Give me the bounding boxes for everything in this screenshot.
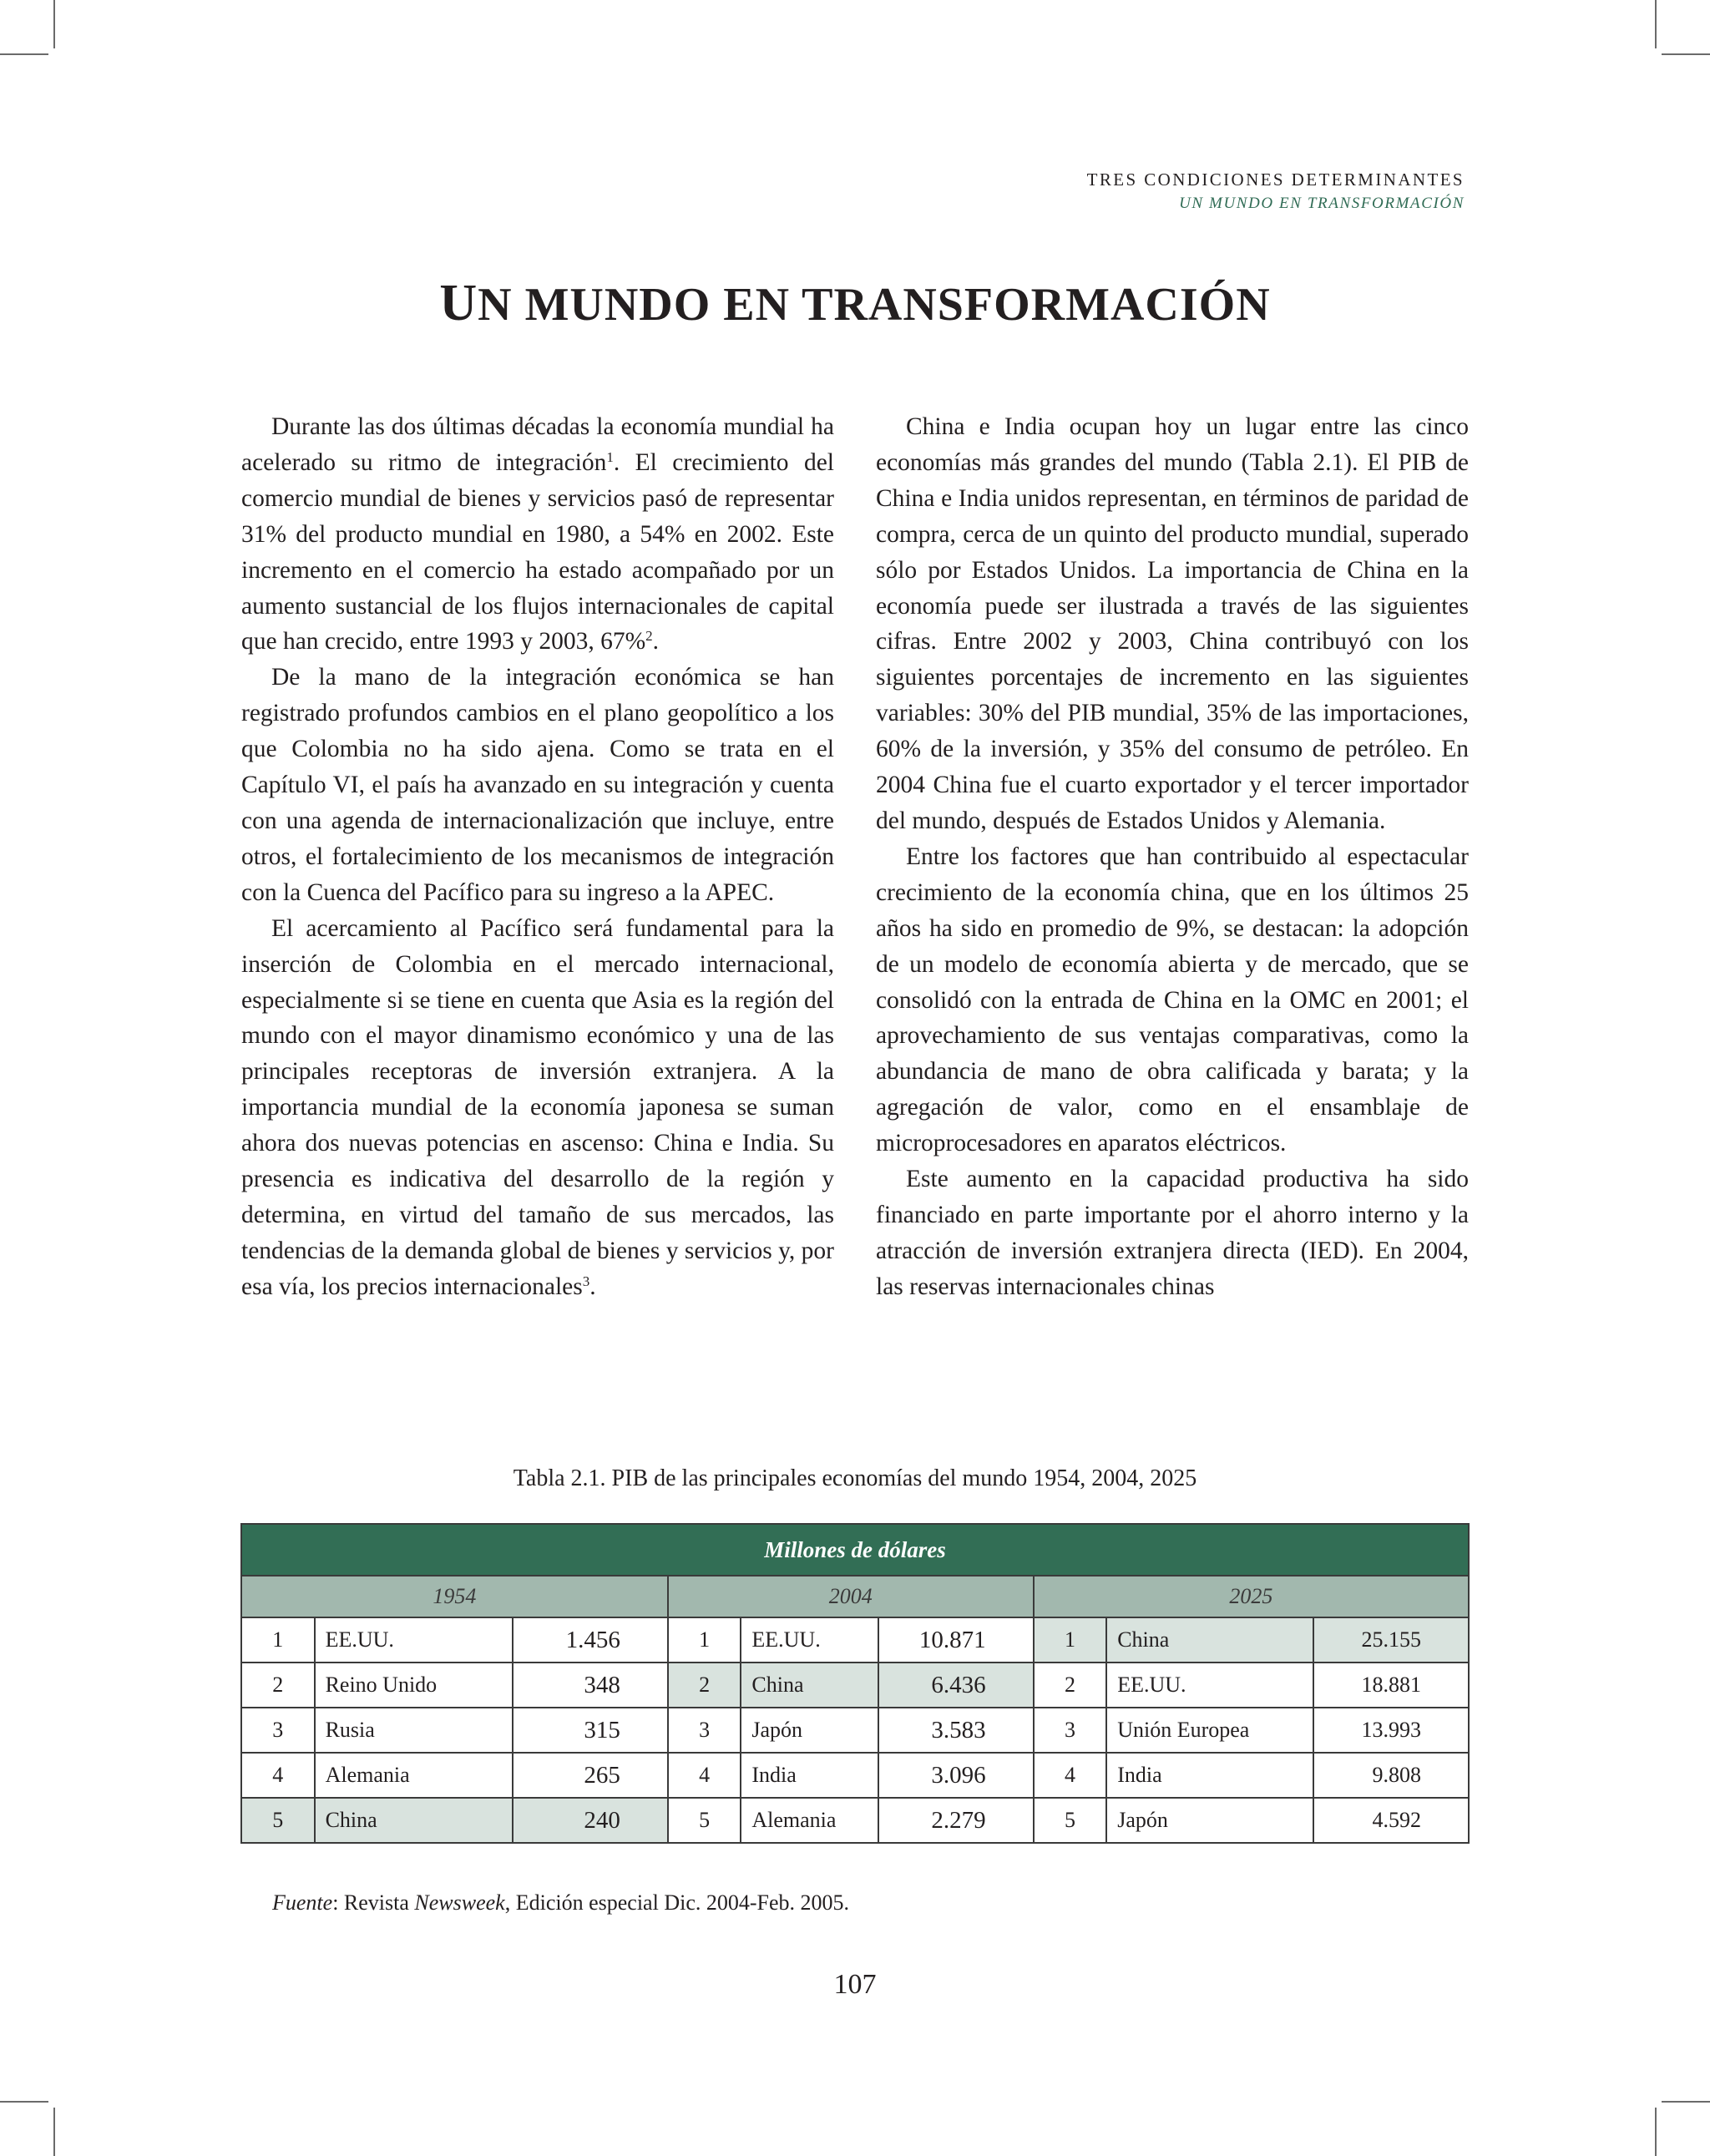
table-row: [241, 1753, 1469, 1798]
country-cell: China: [1106, 1617, 1313, 1663]
page-number: 107: [833, 1969, 877, 2000]
text-run: . El crecimiento del comercio mundial de bienes y servicios pasó de representar 31% del producto mundial en 1980, a 54% en 2002. Este incremento en el comercio ha estado acompañado por un aumento sustancial de los flujos internacionales de capital que han crecido, entre 1993 y 2003, 67%: [241, 448, 834, 655]
crop-mark: [1662, 2101, 1710, 2103]
rank-cell: 2: [241, 1663, 315, 1708]
country-cell: EE.UU.: [741, 1617, 878, 1663]
rank-cell: 1: [668, 1617, 741, 1663]
country-cell: Japón: [1106, 1798, 1313, 1843]
year-header: 1954: [241, 1576, 668, 1617]
value-cell: 6.436: [878, 1663, 1034, 1708]
rank-cell: 1: [1034, 1617, 1107, 1663]
rank-cell: 4: [1034, 1753, 1107, 1798]
rank-cell: 3: [668, 1708, 741, 1753]
text-run: , Edición especial Dic. 2004-Feb. 2005.: [504, 1890, 850, 1915]
paragraph: De la mano de la integración económica se han registrado profundos cambios en el plano geopolítico a los que Colombia no ha sido ajena. Como se trata en el Capítulo VI, el país ha avanzado en su integración y cuenta con una agenda de internacionalización que incluye, entre otros, el fortalecimiento de los mecanismos de integración con la Cuenca del Pacífico para su ingreso a la APEC.: [241, 664, 834, 906]
footnote-ref: 1: [606, 448, 614, 465]
page-title: [0, 274, 1710, 333]
country-cell: India: [1106, 1753, 1313, 1798]
text-run: .: [589, 1273, 596, 1300]
table-row: [241, 1617, 1469, 1663]
value-cell: 18.881: [1313, 1663, 1469, 1708]
value-cell: 348: [513, 1663, 668, 1708]
rank-cell: 5: [668, 1798, 741, 1843]
paragraph: [241, 409, 834, 660]
value-cell: 315: [513, 1708, 668, 1753]
value-cell: 3.583: [878, 1708, 1034, 1753]
country-cell: Alemania: [741, 1798, 878, 1843]
country-cell: Alemania: [315, 1753, 514, 1798]
footnote-ref: 2: [645, 628, 653, 645]
footnote-ref: 3: [582, 1273, 590, 1289]
table-caption: Tabla 2.1. PIB de las principales economías del mundo 1954, 2004, 2025: [513, 1465, 1197, 1491]
text-run: .: [652, 628, 660, 655]
country-cell: Rusia: [315, 1708, 514, 1753]
rank-cell: 1: [241, 1617, 315, 1663]
title-rest: N MUNDO EN TRANSFORMACIÓN: [478, 279, 1271, 331]
country-cell: Japón: [741, 1708, 878, 1753]
rank-cell: 4: [241, 1753, 315, 1798]
value-cell: 9.808: [1313, 1753, 1469, 1798]
rank-cell: 3: [1034, 1708, 1107, 1753]
rank-cell: 5: [1034, 1798, 1107, 1843]
country-cell: Reino Unido: [315, 1663, 514, 1708]
rank-cell: 2: [668, 1663, 741, 1708]
value-cell: 265: [513, 1753, 668, 1798]
paragraph: Este aumento en la capacidad productiva ha sido financiado en parte importante por el ahorro interno y la atracción de inversión extranjera directa (IED). En 2004, las reservas internacionales chinas: [876, 1166, 1469, 1300]
country-cell: EE.UU.: [1106, 1663, 1313, 1708]
text-run: Durante las dos últimas décadas la economía mundial ha acelerado su ritmo de integración: [241, 413, 834, 476]
crop-mark: [1655, 2108, 1657, 2156]
country-cell: India: [741, 1753, 878, 1798]
value-cell: 240: [513, 1798, 668, 1843]
table-row: [241, 1708, 1469, 1753]
table-source: [272, 1889, 849, 1917]
paragraph: Entre los factores que han contribuido al espectacular crecimiento de la economía china, que en los últimos 25 años ha sido en promedio de 9%, se destacan: la adopción de un modelo de economía abierta y de mercado, que se consolidó con la entrada de China en la OMC en 2001; el aprovechamiento de sus ventajas comparativas, como la abundancia de mano de obra calificada y barata; y la agregación de valor, como en el ensamblaje de microprocesadores en aparatos eléctricos.: [876, 843, 1469, 1157]
right-column: [876, 409, 1469, 1305]
year-header: 2025: [1034, 1576, 1469, 1617]
value-cell: 3.096: [878, 1753, 1034, 1798]
country-cell: China: [315, 1798, 514, 1843]
source-publication: Newsweek: [414, 1890, 505, 1915]
value-cell: 2.279: [878, 1798, 1034, 1843]
country-cell: EE.UU.: [315, 1617, 514, 1663]
running-head-subsection: UN MUNDO EN TRANSFORMACIÓN: [1179, 195, 1465, 212]
crop-mark: [53, 0, 55, 48]
value-cell: 4.592: [1313, 1798, 1469, 1843]
running-head: [1087, 167, 1465, 215]
running-head-section: TRES CONDICIONES DETERMINANTES: [1086, 170, 1465, 190]
crop-mark: [0, 53, 48, 55]
table-unit-header: Millones de dólares: [241, 1524, 1469, 1576]
paragraph: [241, 911, 834, 1305]
rank-cell: 5: [241, 1798, 315, 1843]
crop-mark: [1655, 0, 1657, 48]
title-initial: U: [439, 275, 478, 331]
text-run: El acercamiento al Pacífico será fundamental para la inserción de Colombia en el mercado internacional, especialmente si se tiene en cuenta que Asia es la región del mundo con el mayor dinamismo económico y una de las principales receptoras de inversión extranjera. A la importancia mundial de la economía japonesa se suman ahora dos nuevas potencias en ascenso: China e India. Su presencia es indicativa del desarrollo de la región y determina, en virtud del tamaño de sus mercados, las tendencias de la demanda global de bienes y servicios y, por esa vía, los precios internacionales: [241, 914, 834, 1300]
table-year-row: [241, 1576, 1469, 1617]
value-cell: 13.993: [1313, 1708, 1469, 1753]
value-cell: 10.871: [878, 1617, 1034, 1663]
country-cell: Unión Europea: [1106, 1708, 1313, 1753]
text-run: : Revista: [332, 1890, 415, 1915]
table-row: [241, 1798, 1469, 1843]
crop-mark: [0, 2101, 48, 2103]
gdp-table: [240, 1523, 1470, 1844]
table-row: [241, 1663, 1469, 1708]
left-column: [241, 409, 834, 1305]
year-header: 2004: [668, 1576, 1034, 1617]
rank-cell: 3: [241, 1708, 315, 1753]
value-cell: 25.155: [1313, 1617, 1469, 1663]
paragraph: China e India ocupan hoy un lugar entre las cinco economías más grandes del mundo (Tabla 2.1). El PIB de China e India unidos representan, en términos de paridad de compra, cerca de un quinto del producto mundial, superado sólo por Estados Unidos. La importancia de China en la economía puede ser ilustrada a través de las siguientes cifras. Entre 2002 y 2003, China contribuyó con los siguientes porcentajes de incremento en las siguientes variables: 30% del PIB mundial, 35% de las importaciones, 60% de la inversión, y 35% del consumo de petróleo. En 2004 China fue el cuarto exportador y el tercer importador del mundo, después de Estados Unidos y Alemania.: [876, 413, 1469, 834]
table-unit-row: [241, 1524, 1469, 1576]
rank-cell: 4: [668, 1753, 741, 1798]
source-label: Fuente: [272, 1890, 333, 1915]
country-cell: China: [741, 1663, 878, 1708]
crop-mark: [53, 2108, 55, 2156]
crop-mark: [1662, 53, 1710, 55]
value-cell: 1.456: [513, 1617, 668, 1663]
rank-cell: 2: [1034, 1663, 1107, 1708]
